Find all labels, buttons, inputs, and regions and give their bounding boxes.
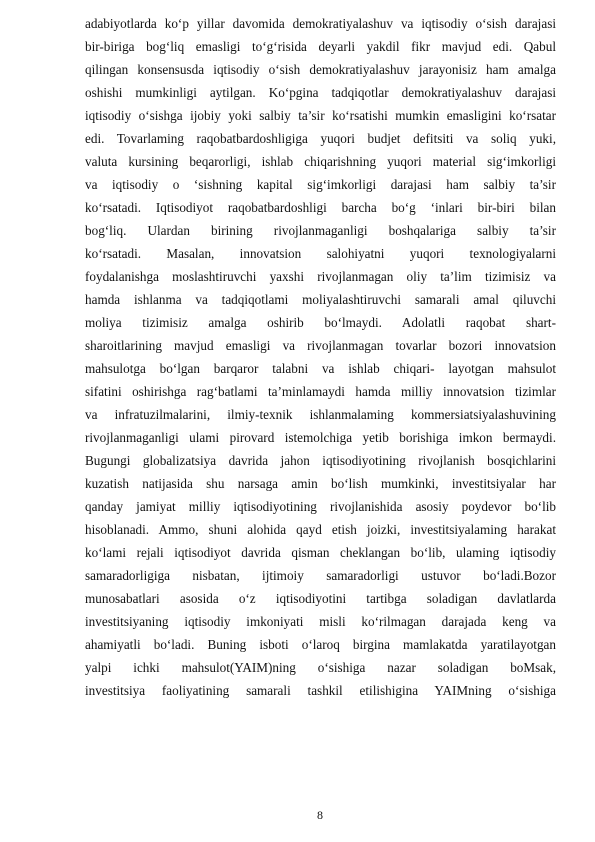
text-line: va iqtisodiy o ‘sishning kapital sig‘imkorligi darajasi ham salbiy ta’sir bbox=[85, 177, 556, 192]
text-line: ko‘rsatadi. Iqtisodiyot raqobatbardoshligi barcha bo‘g ‘inlari bir-biri bilan bbox=[85, 200, 556, 215]
text-line: yalpi ichki mahsulot(YAIM)ning o‘sishiga nazar soladigan boMsak, bbox=[85, 660, 556, 675]
text-line: va infratuzilmalarini, ilmiy-texnik ishlanmalaming kommersiatsiyalashuvining bbox=[85, 407, 556, 422]
text-line: sifatini oshirishga rag‘batlami ta’minlamaydi hamda milliy innovatsion tizimlar bbox=[85, 384, 556, 399]
text-line: investitsiyaning iqtisodiy imkoniyati misli ko‘rilmagan darajada keng va bbox=[85, 614, 556, 629]
text-line: qanday jamiyat milliy iqtisodiyotining rivojlanishida asosiy poydevor bo‘lib bbox=[85, 499, 556, 514]
text-line: mahsulotga bo‘lgan barqaror talabni va ishlab chiqari- layotgan mahsulot bbox=[85, 361, 556, 376]
text-line: qilingan konsensusda iqtisodiy o‘sish demokratiyalashuv jarayonisiz ham amalga bbox=[85, 62, 556, 77]
text-line: iqtisodiy o‘sishga ijobiy yoki salbiy ta’sir ko‘rsatishi mumkin emasligini ko‘rsatar bbox=[85, 108, 556, 123]
text-line: bir-biriga bog‘liq emasligi to‘g‘risida deyarli yakdil fikr mavjud edi. Qabul bbox=[85, 39, 556, 54]
text-line: bog‘liq. Ulardan birining rivojlanmaganligi boshqalariga salbiy ta’sir bbox=[85, 223, 556, 238]
text-line: rivojlanmaganligi ulami pirovard istemolchiga yetib borishiga imkon bermaydi. bbox=[85, 430, 556, 445]
text-line: edi. Tovarlaming raqobatbardoshligiga yuqori budjet defitsiti va soliq yuki, bbox=[85, 131, 556, 146]
text-line: foydalanishga moslashtiruvchi yaxshi rivojlanmagan oliy ta’lim tizimisiz va bbox=[85, 269, 556, 284]
body-text bbox=[85, 12, 556, 702]
text-line: kuzatish natijasida shu narsaga amin bo‘lish mumkinki, investitsiyalar har bbox=[85, 476, 556, 491]
text-line: valuta kursining beqarorligi, ishlab chiqarishning yuqori material sig‘imkorligi bbox=[85, 154, 556, 169]
text-line: samaradorligiga nisbatan, ijtimoiy samaradorligi ustuvor bo‘ladi.Bozor bbox=[85, 568, 556, 583]
text-line: Bugungi globalizatsiya davrida jahon iqtisodiyotining rivojlanish bosqichlarini bbox=[85, 453, 556, 468]
text-line: hamda ishlanma va tadqiqotlami moliyalashtiruvchi samarali amal qiluvchi bbox=[85, 292, 556, 307]
text-line: hisoblanadi. Ammo, shuni alohida qayd etish joizki, investitsiyalaming harakat bbox=[85, 522, 556, 537]
text-line: ahamiyatli bo‘ladi. Buning isboti o‘laroq birgina mamlakatda yaratilayotgan bbox=[85, 637, 556, 652]
text-line: adabiyotlarda ko‘p yillar davomida demokratiyalashuv va iqtisodiy o‘sish darajasi bbox=[85, 16, 556, 31]
text-line: sharoitlarining mavjud emasligi va rivojlanmagan tovarlar bozori innovatsion bbox=[85, 338, 556, 353]
text-line: oshishi mumkinligi aytilgan. Ko‘pgina tadqiqotlar demokratiyalashuv darajasi bbox=[85, 85, 556, 100]
text-line: moliya tizimisiz amalga oshirib bo‘lmaydi. Adolatli raqobat shart- bbox=[85, 315, 556, 330]
page-number: 8 bbox=[317, 808, 323, 822]
text-line: munosabatlari asosida o‘z iqtisodiyotini tartibga soladigan davlatlarda bbox=[85, 591, 556, 606]
text-line: investitsiya faoliyatining samarali tashkil etilishigina YAIMning o‘sishiga bbox=[85, 683, 556, 698]
text-line: ko‘rsatadi. Masalan, innovatsion salohiyatni yuqori texnologiyalarni bbox=[85, 246, 556, 261]
text-line: ko‘lami rejali iqtisodiyot davrida qisman cheklangan bo‘lib, ulaming iqtisodiy bbox=[85, 545, 556, 560]
